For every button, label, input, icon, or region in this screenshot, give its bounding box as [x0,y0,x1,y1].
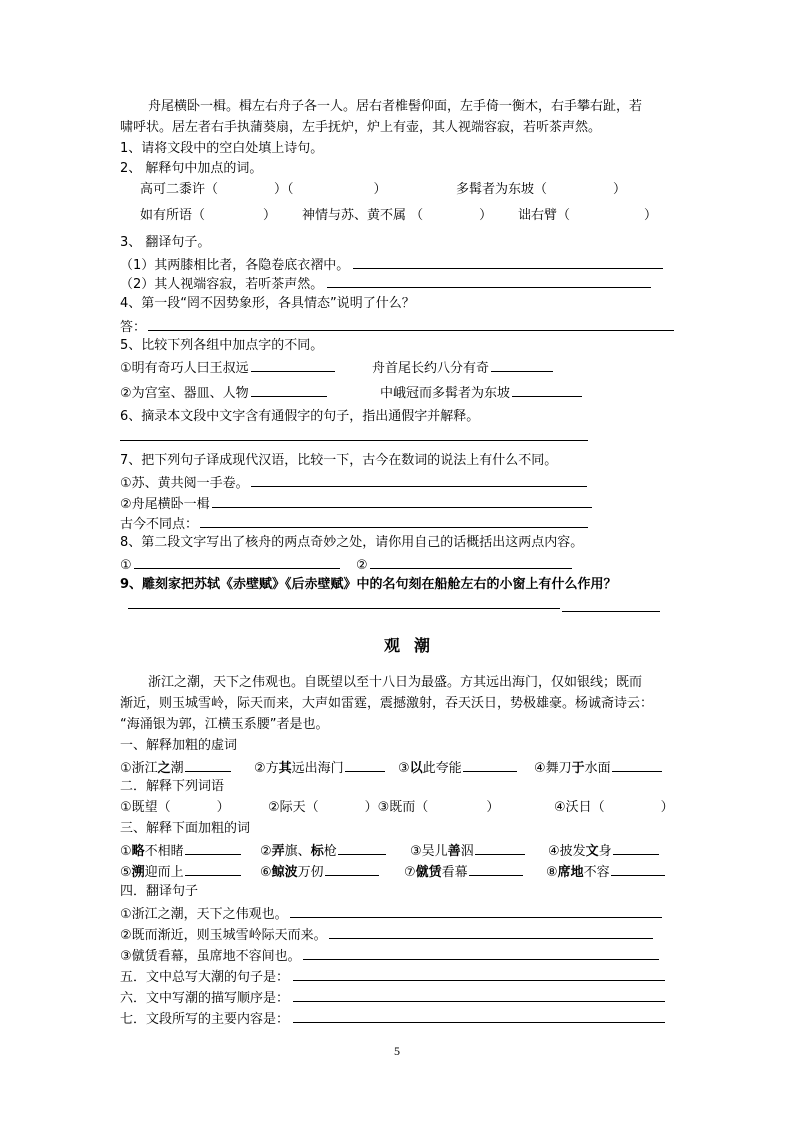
answer-line[interactable] [251,383,327,397]
text: ①浙江 [120,761,158,776]
heading-3: 三、解释下面加粗的词 [120,821,251,836]
bold-word: 溯 [131,865,145,880]
text: ②既而渐近，则玉城雪岭际天而来。 [120,928,327,943]
answer-line[interactable] [303,946,659,960]
question-8-b [356,555,572,575]
h3-item-6 [260,862,379,882]
text: ④沃日（ [554,800,605,815]
text: 旗、 [284,844,311,859]
heading-6 [120,988,665,1008]
text: ） [216,800,230,815]
h1-item-d [534,758,662,778]
q2-item: ） [613,182,627,197]
text: 泅 [460,844,474,859]
text: ）③既而（ [364,800,429,815]
bold-word: 于 [571,761,585,776]
answer-line[interactable] [200,514,588,528]
question-4: 4、第一段“罔不因势象形，各具情态”说明了什么？ [120,296,415,311]
answer-line[interactable] [612,758,662,772]
text: 潮 [170,761,184,776]
bold-word: 善 [447,844,461,859]
h1-item-a [120,758,231,778]
q5-text: ①明有奇巧人曰王叔远 [120,361,249,376]
question-2-row-b2 [302,207,492,225]
text: ②方 [254,761,279,776]
question-8-a [120,555,340,575]
text: 身 [598,844,612,859]
answer-line[interactable] [475,841,525,855]
answer-line[interactable] [290,904,662,918]
question-7-b [120,494,592,514]
section-title: 观潮 [384,636,445,655]
text: 六．文中写潮的描写顺序是： [120,991,290,1006]
h3-item-7 [404,862,523,882]
q2-item: ） [263,208,277,223]
heading-7 [120,1009,665,1029]
question-3: 3、 翻译句子。 [120,235,211,250]
q2-item: ）（ [274,182,294,197]
bold-word: 以 [409,761,423,776]
text: 水面 [584,761,611,776]
question-4-answer [120,317,674,337]
passage-line-1: 浙江之潮，天下之伟观也。自既望以至十八日为最盛。方其远出海门，仅如银线；既而 [148,675,643,690]
text: 不相睹 [144,844,184,859]
question-9: 9、雕刻家把苏轼《赤壁赋》《后赤壁赋》中的名句刻在船舱左右的小窗上有什么作用？ [120,577,617,592]
text: 万仞 [297,865,324,880]
q2-item: 诎右臂（ [518,208,571,223]
answer-line[interactable] [134,555,340,569]
answer-line[interactable] [338,841,386,855]
h3-item-1 [120,841,241,861]
answer-line[interactable] [128,608,560,609]
q2-item: 多髯者为东坡（ [456,182,548,197]
h3-item-8 [546,862,665,882]
bold-word: 鲸波 [271,865,298,880]
text: ④披发 [548,844,586,859]
page-number: 5 [394,1044,400,1058]
answer-line[interactable] [611,862,665,876]
answer-line[interactable] [512,383,582,397]
q2-item: 神情与苏、黄不属 （ [302,208,424,223]
text: 此夸能 [422,761,462,776]
text: ③吴儿 [410,844,448,859]
answer-line[interactable] [327,274,651,288]
question-3-1 [120,255,663,275]
q5-text: 舟首尾长约八分有奇 [372,361,490,376]
h2-item-c [554,799,674,817]
text: ①既望（ [120,800,171,815]
text: 七．文段所写的主要内容是： [120,1012,290,1027]
h1-item-c [398,758,517,778]
q7-text: 古今不同点： [120,517,199,532]
text: ②际天（ [268,800,319,815]
answer-line[interactable] [120,440,588,441]
q3-2-text: （2）其人视端容寂，若听茶声然。 [120,277,324,292]
question-5: 5、比较下列各组中加点字的不同。 [120,338,324,353]
bold-word: 标 [310,844,324,859]
question-5-b1 [120,383,327,403]
answer-line[interactable] [325,862,379,876]
question-2: 2、 解释句中加点的词。 [120,161,263,176]
q2-item: 如有所语（ [140,208,206,223]
question-7-c [120,514,588,534]
heading-2: 二．解释下列词语 [120,779,225,794]
question-7: 7、把下列句子译成现代汉语，比较一下，古今在数词的说法上有什么不同。 [120,453,558,468]
bold-word: 之 [157,761,171,776]
question-3-2 [120,274,651,294]
q2-item: ） [373,182,387,197]
question-1: 1、请将文段中的空白处填上诗句。 [120,141,324,156]
h1-item-b [254,758,385,778]
h3-item-3 [410,841,525,861]
text: ① [120,844,132,859]
answer-line[interactable] [293,988,665,1002]
h2-item-a [120,799,230,817]
answer-line[interactable] [613,841,659,855]
text: 五．文中总写大潮的句子是： [120,970,290,985]
text: ③ [398,761,410,776]
question-5-a2 [372,358,553,378]
passage-line-2: 啸呼状。居左者右手执蒲葵扇，左手抚炉，炉上有壶，其人视端容寂，若听茶声然。 [120,120,602,135]
h3-item-4 [548,841,659,861]
answer-line[interactable] [251,358,335,372]
answer-line[interactable] [562,611,660,612]
answer-line[interactable] [212,494,592,508]
bold-word: 弄 [271,844,285,859]
passage-line-1: 舟尾横卧一楫。楫左右舟子各一人。居右者椎髻仰面，左手倚一衡木，右手攀右趾，若 [148,99,643,114]
question-2-row-b3 [518,207,657,225]
q2-item: ） [479,208,493,223]
answer-line[interactable] [185,841,241,855]
answer-line[interactable] [370,555,572,569]
heading-5 [120,967,665,987]
bold-word: 席地 [557,865,584,880]
text: ⑧ [546,865,558,880]
answer-line[interactable] [251,473,587,487]
bold-word: 略 [131,844,145,859]
question-7-a [120,473,587,493]
answer-line[interactable] [293,967,665,981]
text: 看幕 [441,865,468,880]
text: ⑤ [120,865,132,880]
text: ①浙江之潮，天下之伟观也。 [120,907,288,922]
answer-line[interactable] [463,758,517,772]
q5-text: 中峨冠而多髯者为东坡 [380,386,511,401]
heading-4: 四．翻译句子 [120,884,199,899]
bold-word: 文 [585,844,599,859]
text: 远出海门 [291,761,344,776]
q7-text: ②舟尾横卧一楫 [120,497,210,512]
question-2-row-a2 [456,181,626,199]
answer-line[interactable] [148,317,674,331]
bold-word: 僦赁 [415,865,442,880]
q2-item: ） [644,208,658,223]
question-8: 8、第二段文字写出了核舟的两点奇妙之处，请你用自己的话概括出这两点内容。 [120,535,584,550]
q5-text: ②为宫室、器皿、人物 [120,386,249,401]
h3-item-5 [120,862,241,882]
passage-line-3: “海涌银为郭，江横玉系腰”者是也。 [120,717,329,732]
question-6: 6、摘录本文段中文字含有通假字的句子，指出通假字并解释。 [120,409,480,424]
text: ⑦ [404,865,416,880]
q8-marker: ① [120,558,132,573]
text: ） [486,800,500,815]
text: ② [260,844,272,859]
text: ⑥ [260,865,272,880]
answer-line[interactable] [491,358,553,372]
text: 枪 [323,844,337,859]
text: ） [660,800,674,815]
passage-line-2: 渐近，则玉城雪岭，际天而来，大声如雷霆，震撼激射，吞天沃日，势极雄豪。杨诚斋诗云： [120,696,654,711]
heading-1: 一、解释加粗的虚词 [120,738,238,753]
bold-word: 其 [278,761,292,776]
q7-text: ①苏、黄共阅一手卷。 [120,476,249,491]
answer-line[interactable] [329,925,653,939]
h4-item-b [120,925,653,945]
h4-item-a [120,904,662,924]
question-2-row-a [140,181,387,199]
answer-label: 答： [120,320,147,335]
answer-line[interactable] [185,862,241,876]
h4-item-c [120,946,659,966]
text: 迎而上 [144,865,184,880]
q2-item: 高可二黍许（ [140,182,219,197]
h2-item-b [268,799,499,817]
text: 不容 [583,865,610,880]
text: ④舞刀 [534,761,572,776]
question-5-b2 [380,383,582,403]
text: ③僦赁看幕，虽席地不容间也。 [120,949,301,964]
answer-line[interactable] [185,758,231,772]
answer-line[interactable] [293,1009,665,1023]
question-2-row-b [140,207,276,225]
h3-item-2 [260,841,386,861]
question-5-a1 [120,358,335,378]
answer-line[interactable] [345,758,385,772]
answer-line[interactable] [469,862,523,876]
q3-1-text: （1）其两膝相比者，各隐卷底衣褶中。 [120,258,350,273]
answer-line[interactable] [353,255,663,269]
q8-marker: ② [356,558,368,573]
